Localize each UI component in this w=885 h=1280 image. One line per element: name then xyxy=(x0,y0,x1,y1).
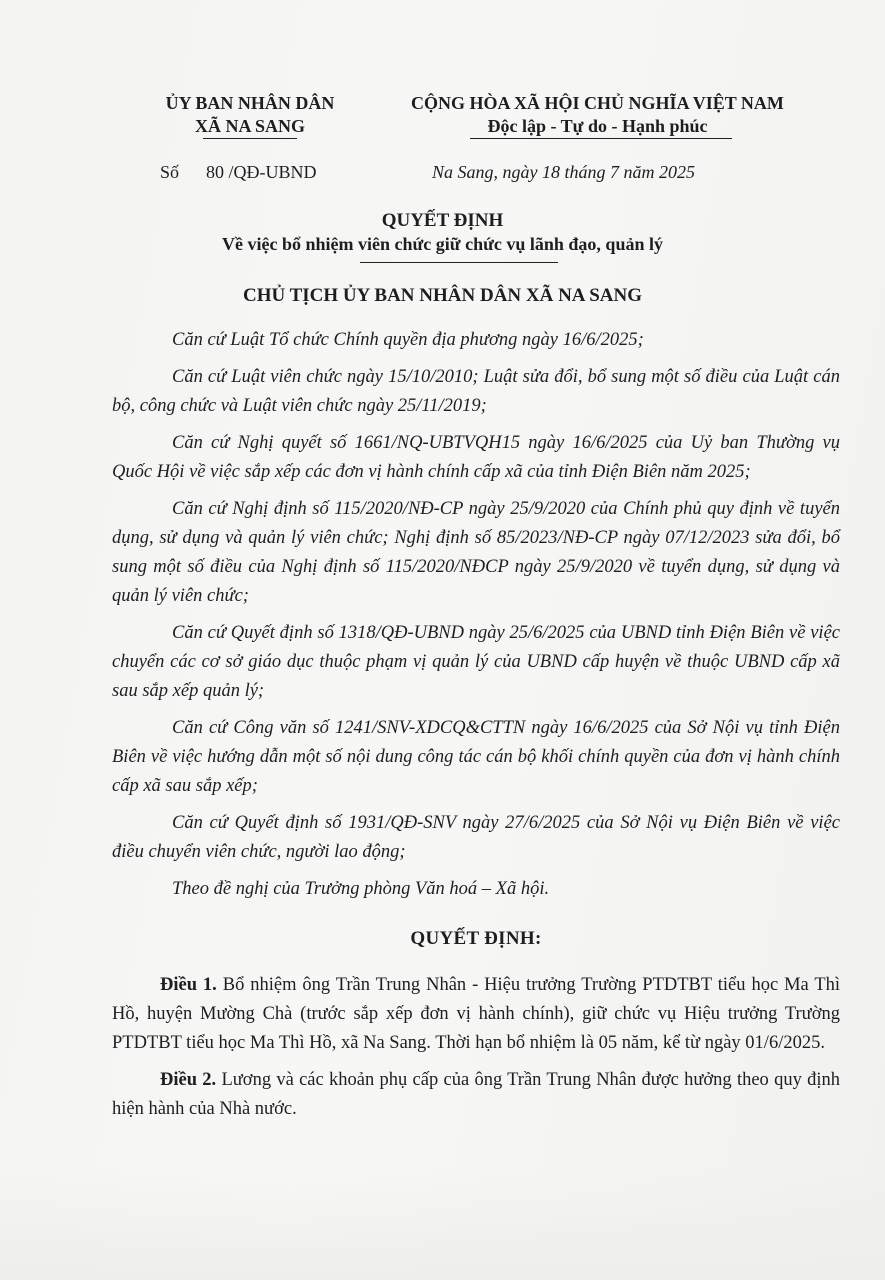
issuing-agency xyxy=(130,92,370,138)
legal-basis: Căn cứ Luật Tổ chức Chính quyền địa phương ngày 16/6/2025; xyxy=(172,330,644,350)
document-title: QUYẾT ĐỊNH xyxy=(381,210,504,231)
page-shadow xyxy=(0,1170,885,1280)
nation-line-2: Độc lập - Tự do - Hạnh phúc xyxy=(487,116,708,136)
article-1 xyxy=(112,971,840,1058)
decision-heading: QUYẾT ĐỊNH: xyxy=(410,928,542,949)
article-label: Điều 1. xyxy=(160,975,217,995)
document-body xyxy=(112,326,840,1132)
legal-basis: Căn cứ Quyết định số 1318/QĐ-UBND ngày 25/6/2025 của UBND tỉnh Điện Biên về việc chuyển các cơ sở giáo dục thuộc phạm vị quản lý của UBND cấp huyện về thuộc UBND cấp xã sau sắp xếp quản lý; xyxy=(112,623,840,701)
legal-basis: Theo đề nghị của Trưởng phòng Văn hoá – Xã hội. xyxy=(172,879,550,899)
subject-underline xyxy=(360,262,558,263)
agency-underline xyxy=(203,138,297,139)
issuing-authority: CHỦ TỊCH ỦY BAN NHÂN DÂN XÃ NA SANG xyxy=(242,285,643,306)
national-motto xyxy=(375,92,820,138)
agency-line-1: ỦY BAN NHÂN DÂN xyxy=(165,93,335,113)
document-subject: Về việc bổ nhiệm viên chức giữ chức vụ lãnh đạo, quản lý xyxy=(222,234,663,254)
place-date: Na Sang, ngày 18 tháng 7 năm 2025 xyxy=(432,162,695,182)
legal-basis: Căn cứ Nghị quyết số 1661/NQ-UBTVQH15 ngày 16/6/2025 của Uỷ ban Thường vụ Quốc Hội về việc sắp xếp các đơn vị hành chính cấp xã của tỉnh Điện Biên năm 2025; xyxy=(112,433,840,482)
legal-basis: Căn cứ Công văn số 1241/SNV-XDCQ&CTTN ngày 16/6/2025 của Sở Nội vụ tỉnh Điện Biên về việc hướng dẫn một số nội dung công tác cán bộ khối chính quyền của đơn vị hành chính cấp xã sau sắp xếp; xyxy=(112,718,840,796)
legal-basis: Căn cứ Quyết định số 1931/QĐ-SNV ngày 27/6/2025 của Sở Nội vụ Điện Biên về việc điều chuyển viên chức, người lao động; xyxy=(112,813,840,862)
legal-basis: Căn cứ Luật viên chức ngày 15/10/2010; Luật sửa đổi, bổ sung một số điều của Luật cán bộ, công chức và Luật viên chức ngày 25/11/2019; xyxy=(112,367,840,416)
number-value: 80 /QĐ-UBND xyxy=(206,162,317,182)
document-number xyxy=(160,162,317,183)
number-label: Số xyxy=(160,162,180,182)
article-text: Bổ nhiệm ông Trần Trung Nhân - Hiệu trưởng Trường PTDTBT tiểu học Ma Thì Hồ, huyện Mường Chà (trước sắp xếp đơn vị hành chính), giữ chức vụ Hiệu trưởng Trường PTDTBT tiểu học Ma Thì Hồ, xã Na Sang. Thời hạn bổ nhiệm là 05 năm, kể từ ngày 01/6/2025. xyxy=(112,975,841,1053)
nation-line-1: CỘNG HÒA XÃ HỘI CHỦ NGHĨA VIỆT NAM xyxy=(411,93,784,113)
article-label: Điều 2. xyxy=(160,1070,217,1090)
article-2 xyxy=(112,1066,840,1124)
motto-underline xyxy=(470,138,732,139)
agency-line-2: XÃ NA SANG xyxy=(194,116,305,136)
article-text: Lương và các khoản phụ cấp của ông Trần Trung Nhân được hưởng theo quy định hiện hành của Nhà nước. xyxy=(112,1070,841,1119)
legal-basis: Căn cứ Nghị định số 115/2020/NĐ-CP ngày 25/9/2020 của Chính phủ quy định về tuyển dụng, sử dụng và quản lý viên chức; Nghị định số 85/2023/NĐ-CP ngày 07/12/2023 sửa đổi, bổ sung một số điều của Nghị định số 115/2020/NĐCP ngày 25/9/2020 về tuyển dụng, sử dụng và quản lý viên chức; xyxy=(112,499,840,606)
